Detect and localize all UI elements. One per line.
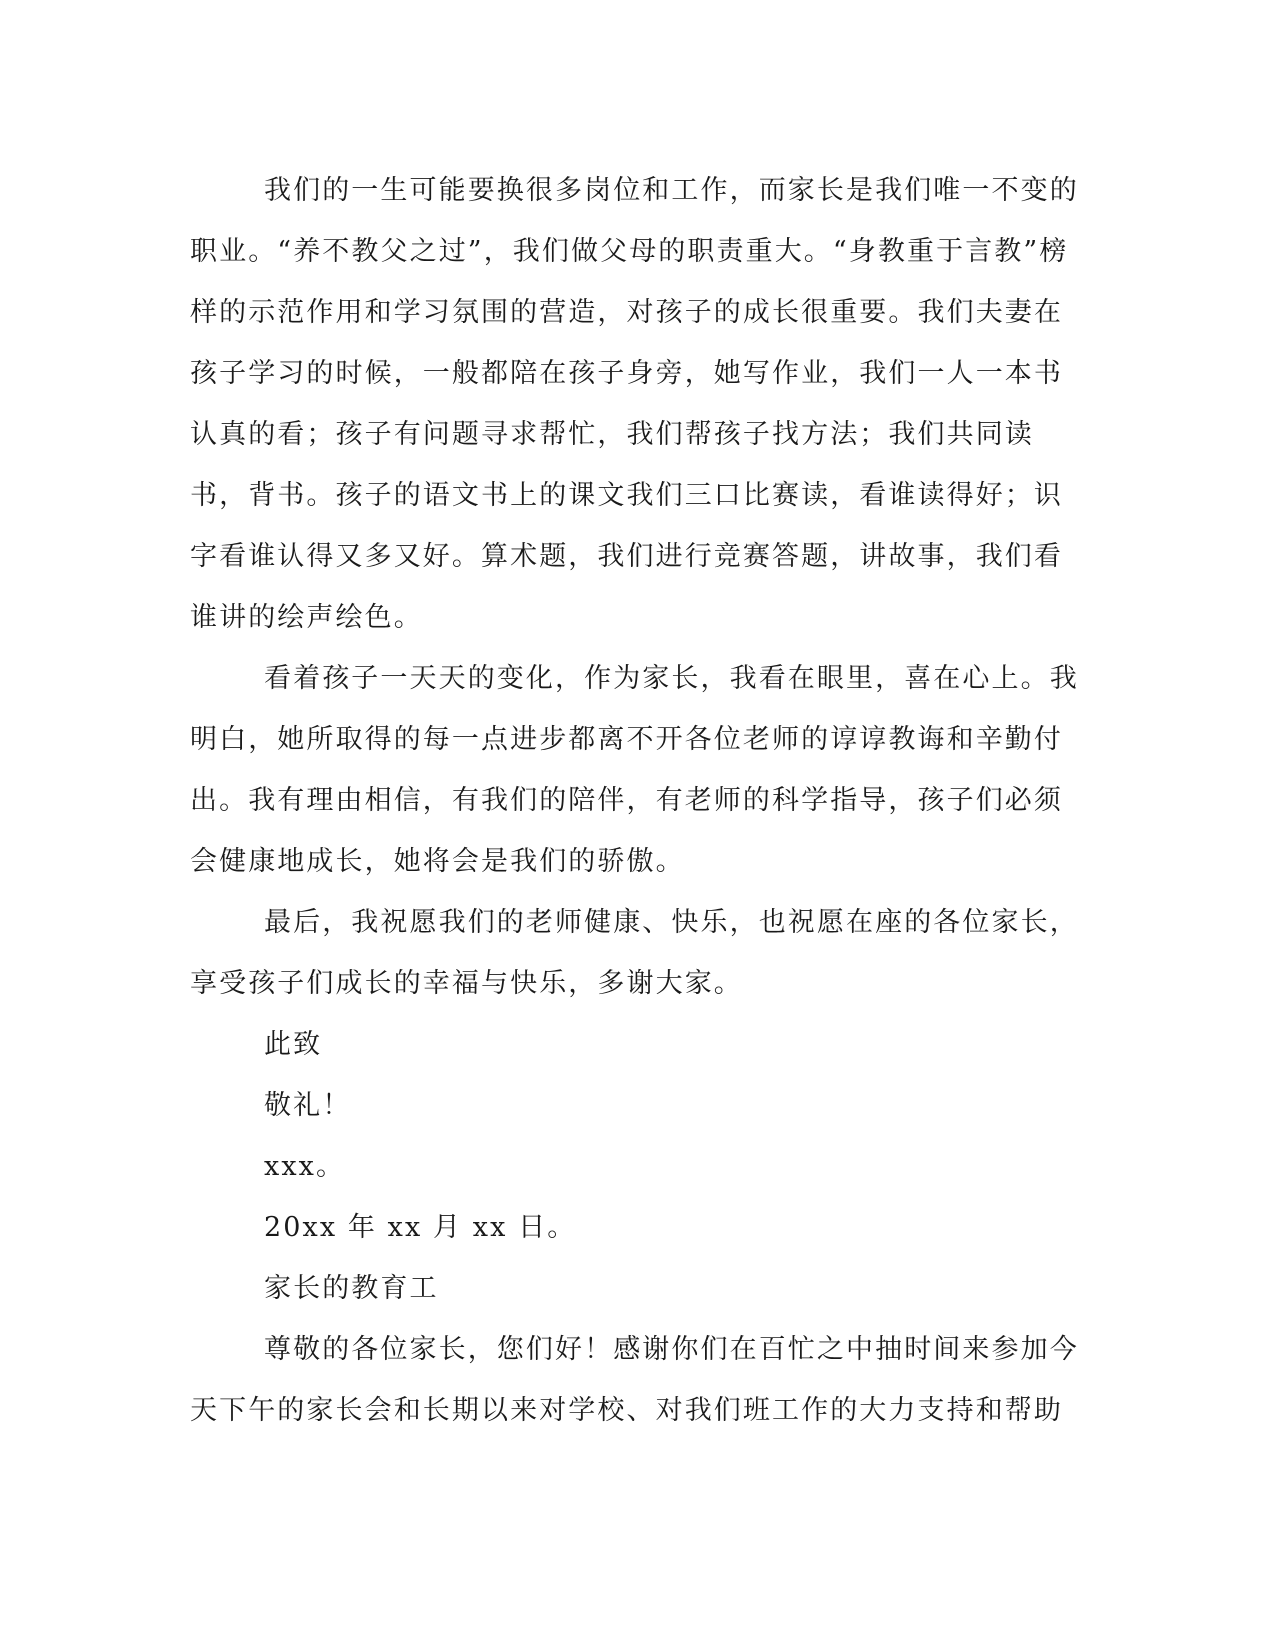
closing-respect: 敬礼！ bbox=[264, 1090, 352, 1121]
signature: xxx。 bbox=[264, 1151, 346, 1182]
paragraph-child-progress: 看着孩子一天天的变化，作为家长，我看在眼里，喜在心上。我明白，她所取得的每一点进步都离不开各位老师的谆谆教诲和辛勤付出。我有理由相信，有我们的陪伴，有老师的科学指导，孩子们必须会健康地成长，她将会是我们的骄傲。 bbox=[190, 663, 1079, 877]
paragraph-parenting-role: 我们的一生可能要换很多岗位和工作，而家长是我们唯一不变的职业。“养不教父之过”，我们做父母的职责重大。“身教重于言教”榜样的示范作用和学习氛围的营造，对孩子的成长很重要。我们夫妻在孩子学习的时候，一般都陪在孩子身旁，她写作业，我们一人一本书认真的看；孩子有问题寻求帮忙，我们帮孩子找方法；我们共同读书，背书。孩子的语文书上的课文我们三口比赛读，看谁读得好；识字看谁认得又多又好。算术题，我们进行竞赛答题，讲故事，我们看谁讲的绘声绘色。 bbox=[190, 175, 1079, 633]
paragraph-closing-wishes: 最后，我祝愿我们的老师健康、快乐，也祝愿在座的各位家长，享受孩子们成长的幸福与快乐，多谢大家。 bbox=[190, 907, 1079, 999]
date-line: 20xx 年 xx 月 xx 日。 bbox=[264, 1212, 577, 1243]
paragraph-greeting: 尊敬的各位家长，您们好！感谢你们在百忙之中抽时间来参加今天下午的家长会和长期以来对学校、对我们班工作的大力支持和帮助 bbox=[190, 1334, 1079, 1426]
document-body bbox=[190, 160, 1080, 1441]
section-heading: 家长的教育工 bbox=[264, 1273, 439, 1304]
closing-salutation: 此致 bbox=[264, 1029, 323, 1060]
